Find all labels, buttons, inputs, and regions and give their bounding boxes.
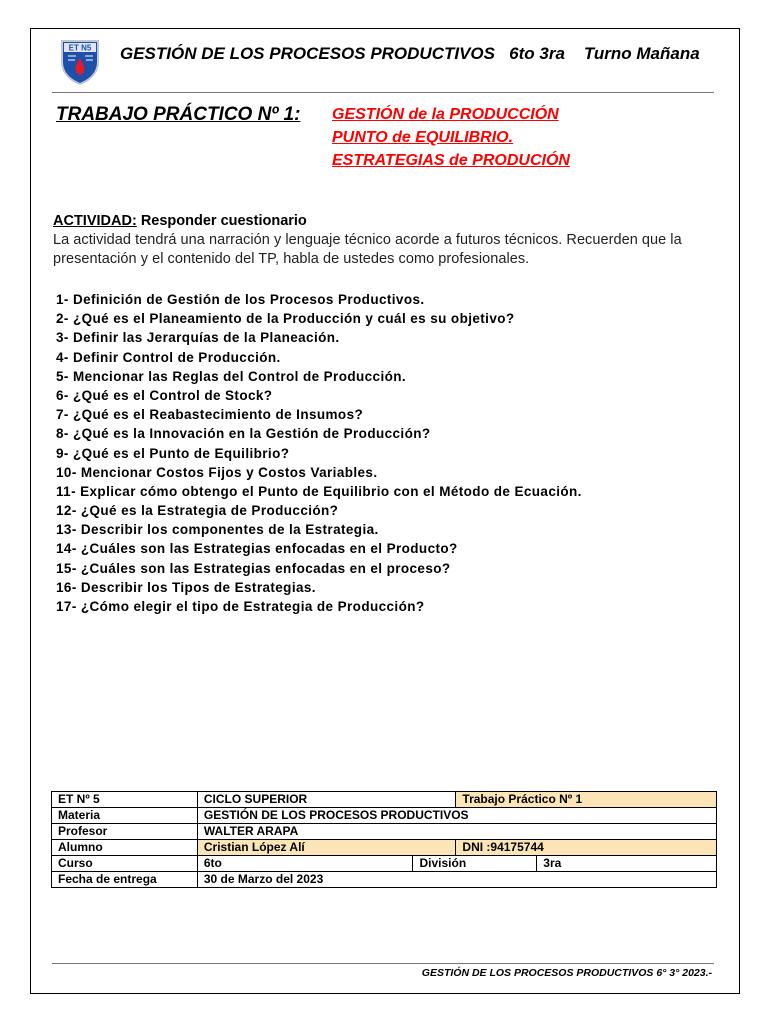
question-item: 6- ¿Qué es el Control de Stock?	[56, 387, 273, 403]
question-item: 17- ¿Cómo elegir el tipo de Estrategia de Producción?	[56, 599, 425, 614]
dni-value: DNI :94175744	[456, 840, 717, 856]
header-subject: GESTIÓN DE LOS PROCESOS PRODUCTIVOS	[120, 44, 495, 63]
materia-label: Materia	[52, 808, 198, 824]
table-row	[52, 792, 717, 808]
question-item: 3- Definir las Jerarquías de la Planeación.	[56, 330, 340, 346]
question-item: 4- Definir Control de Producción.	[56, 349, 281, 365]
question-item: 10- Mencionar Costos Fijos y Costos Variables.	[56, 464, 378, 480]
profesor-value: WALTER ARAPA	[197, 824, 716, 840]
question-list	[56, 290, 736, 616]
fecha-label: Fecha de entrega	[52, 872, 198, 888]
footer-divider	[52, 963, 714, 964]
question-item: 1- Definición de Gestión de los Procesos Productivos.	[56, 292, 425, 307]
student-info-table	[51, 791, 717, 888]
tp-topic-1: GESTIÓN de la PRODUCCIÓN	[332, 106, 559, 123]
question-item: 13- Describir los componentes de la Estrategia.	[56, 522, 379, 538]
question-item: 7- ¿Qué es el Reabastecimiento de Insumos?	[56, 407, 364, 423]
question-item: 12- ¿Qué es la Estrategia de Producción?	[56, 503, 339, 519]
logo-text: ET N5	[68, 43, 92, 53]
profesor-label: Profesor	[52, 824, 198, 840]
curso-label: Curso	[52, 856, 198, 872]
alumno-value: Cristian López Alí	[197, 840, 456, 856]
school-cell: ET Nº 5	[52, 792, 198, 808]
question-item: 11- Explicar cómo obtengo el Punto de Equilibrio con el Método de Ecuación.	[56, 483, 582, 499]
question-item: 2- ¿Qué es el Planeamiento de la Producción y cuál es su objetivo?	[56, 311, 515, 327]
curso-value: 6to	[197, 856, 413, 872]
question-item: 9- ¿Qué es el Punto de Equilibrio?	[56, 445, 290, 461]
header-title	[120, 44, 700, 64]
footer-text: GESTIÓN DE LOS PROCESOS PRODUCTIVOS 6° 3° 2023.-	[421, 967, 712, 979]
activity-intro: La actividad tendrá una narración y lenguaje técnico acorde a futuros técnicos. Recuerden que la presentación y el contenido del TP, habla de ustedes como profesionales.	[53, 232, 682, 267]
question-item: 5- Mencionar las Reglas del Control de Producción.	[56, 368, 407, 384]
materia-value: GESTIÓN DE LOS PROCESOS PRODUCTIVOS	[197, 808, 716, 824]
table-row	[52, 840, 717, 856]
tp-title: TRABAJO PRÁCTICO Nº 1:	[56, 104, 301, 125]
question-item: 8- ¿Qué es la Innovación en la Gestión de Producción?	[56, 426, 431, 442]
tp-topic-3: ESTRATEGIAS de PRODUCIÓN	[332, 152, 570, 169]
cycle-cell: CICLO SUPERIOR	[197, 792, 456, 808]
tp-topic-2: PUNTO de EQUILIBRIO.	[332, 129, 514, 146]
question-item: 14- ¿Cuáles son las Estrategias enfocadas en el Producto?	[56, 541, 458, 557]
question-item: 16- Describir los Tipos de Estrategias.	[56, 579, 316, 595]
header-shift: Turno Mañana	[583, 44, 700, 63]
division-label: División	[413, 856, 537, 872]
header-divider	[52, 92, 714, 93]
tp-cell: Trabajo Práctico Nº 1	[456, 792, 717, 808]
activity-section	[53, 212, 733, 269]
question-item: 15- ¿Cuáles son las Estrategias enfocadas en el proceso?	[56, 560, 451, 576]
header-course: 6to 3ra	[509, 44, 565, 63]
division-value: 3ra	[537, 856, 717, 872]
table-row	[52, 808, 717, 824]
table-row	[52, 824, 717, 840]
activity-label: ACTIVIDAD:	[53, 213, 137, 229]
table-row	[52, 872, 717, 888]
table-row	[52, 856, 717, 872]
alumno-label: Alumno	[52, 840, 198, 856]
fecha-value: 30 de Marzo del 2023	[197, 872, 716, 888]
activity-title: Responder cuestionario	[140, 213, 307, 229]
school-logo	[58, 38, 102, 86]
